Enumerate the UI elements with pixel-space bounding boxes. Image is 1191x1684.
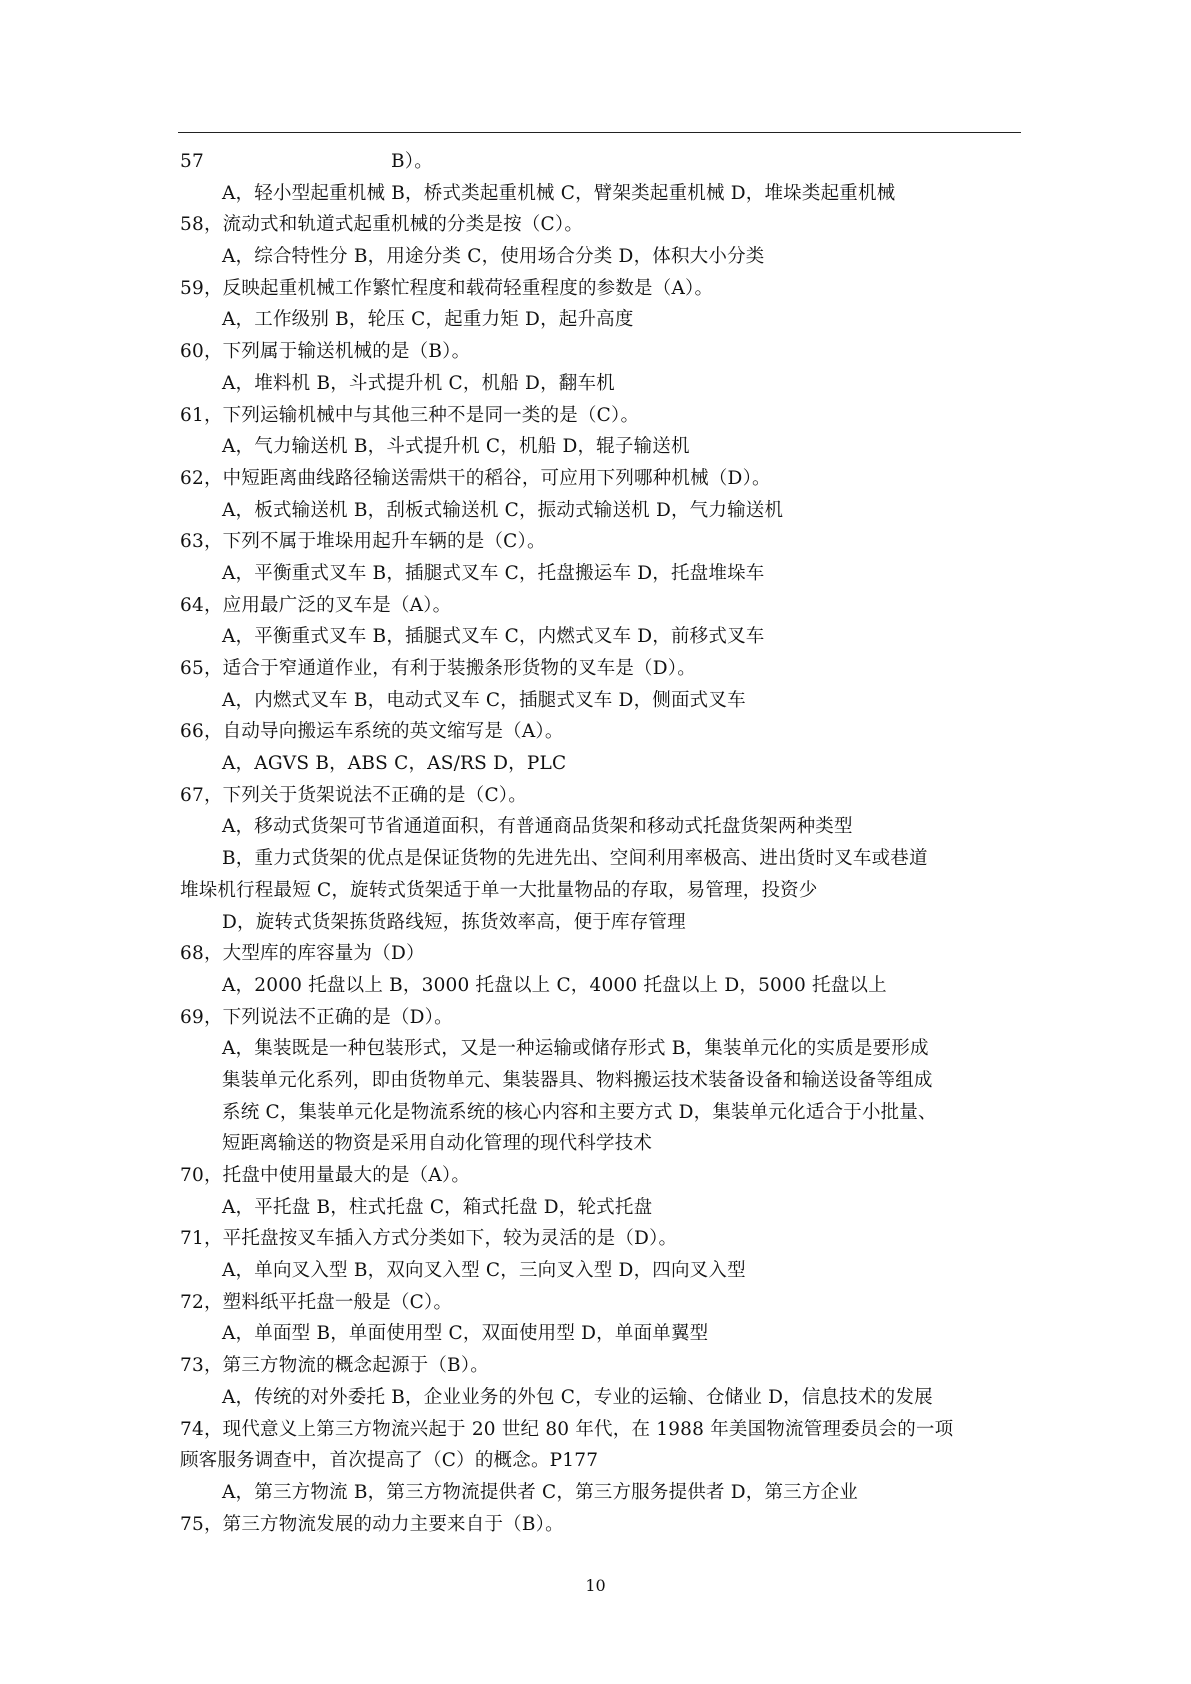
continuation-line: 堆垛机行程最短 C，旋转式货架适于单一大批量物品的存取，易管理，投资少: [180, 879, 818, 901]
question-line: 58，流动式和轨道式起重机械的分类是按（C）。: [180, 214, 584, 236]
options-line: D，旋转式货架拣货路线短，拣货效率高，便于库存管理: [222, 911, 686, 933]
options-line: B，重力式货架的优点是保证货物的先进先出、空间利用率极高、进出货时叉车或巷道: [222, 848, 928, 870]
options-line: A，工作级别 B，轮压 C，起重力矩 D，起升高度: [222, 309, 634, 331]
options-line: A，集装既是一种包装形式，又是一种运输或储存形式 B，集装单元化的实质是要形成: [222, 1038, 929, 1060]
options-line: A，平衡重式叉车 B，插腿式叉车 C，内燃式叉车 D，前移式叉车: [222, 626, 765, 648]
options-line: A，内燃式叉车 B，电动式叉车 C，插腿式叉车 D，侧面式叉车: [222, 689, 746, 711]
options-line: A，气力输送机 B，斗式提升机 C，机船 D，辊子输送机: [222, 436, 690, 458]
page-number: 10: [585, 1576, 606, 1595]
question-line: 61，下列运输机械中与其他三种不是同一类的是（C）。: [180, 404, 640, 426]
header-rule: [178, 132, 1021, 133]
continuation-line: 顾客服务调查中，首次提高了（C）的概念。P177: [180, 1450, 599, 1472]
options-line: A，传统的对外委托 B，企业业务的外包 C，专业的运输、仓储业 D，信息技术的发展: [222, 1386, 933, 1408]
question-line: [180, 146, 1025, 178]
question-number: 57: [180, 151, 204, 172]
question-line: 75，第三方物流发展的动力主要来自于（B）。: [180, 1513, 564, 1535]
options-line: A，轻小型起重机械 B，桥式类起重机械 C，臂架类起重机械 D，堆垛类起重机械: [222, 182, 896, 204]
options-line: A，AGVS B，ABS C，AS/RS D，PLC: [222, 753, 567, 775]
question-line: 74，现代意义上第三方物流兴起于 20 世纪 80 年代，在 1988 年美国物流管理委员会的一项: [180, 1418, 954, 1440]
options-line: 系统 C，集装单元化是物流系统的核心内容和主要方式 D，集装单元化适合于小批量、: [222, 1101, 937, 1123]
options-line: A，板式输送机 B，刮板式输送机 C，振动式输送机 D，气力输送机: [222, 499, 784, 521]
question-line: 62，中短距离曲线路径输送需烘干的稻谷，可应用下列哪种机械（D）。: [180, 467, 771, 489]
question-line: 73，第三方物流的概念起源于（B）。: [180, 1355, 489, 1377]
options-line: A，平衡重式叉车 B，插腿式叉车 C，托盘搬运车 D，托盘堆垛车: [222, 562, 765, 584]
question-line: 70，托盘中使用量最大的是（A）。: [180, 1165, 471, 1186]
question-line: 69，下列说法不正确的是（D）。: [180, 1006, 453, 1028]
question-line: 67，下列关于货架说法不正确的是（C）。: [180, 784, 527, 806]
options-line: A，单面型 B，单面使用型 C，双面使用型 D，单面单翼型: [222, 1323, 709, 1345]
options-line: 集装单元化系列，即由货物单元、集装器具、物料搬运技术装备设备和输送设备等组成: [222, 1069, 933, 1091]
question-line: 65，适合于窄通道作业，有利于装搬条形货物的叉车是（D）。: [180, 658, 696, 679]
options-line: A，2000 托盘以上 B，3000 托盘以上 C，4000 托盘以上 D，5000 托盘以上: [222, 974, 887, 996]
question-list: [180, 146, 1025, 1540]
options-line: A，移动式货架可节省通道面积，有普通商品货架和移动式托盘货架两种类型: [222, 816, 853, 838]
options-line: 短距离输送的物资是采用自动化管理的现代科学技术: [222, 1133, 653, 1155]
question-line: 66，自动导向搬运车系统的英文缩写是（A）。: [180, 721, 564, 743]
options-line: A，综合特性分 B，用途分类 C，使用场合分类 D，体积大小分类: [222, 246, 765, 268]
question-line: 63，下列不属于堆垛用起升车辆的是（C）。: [180, 531, 546, 553]
question-line: 60，下列属于输送机械的是（B）。: [180, 341, 471, 363]
options-line: A，平托盘 B，柱式托盘 C，箱式托盘 D，轮式托盘: [222, 1196, 653, 1218]
question-line: 72，塑料纸平托盘一般是（C）。: [180, 1291, 453, 1313]
options-line: A，单向叉入型 B，双向叉入型 C，三向叉入型 D，四向叉入型: [222, 1260, 746, 1282]
options-line: A，堆料机 B，斗式提升机 C，机船 D，翻车机: [222, 372, 615, 394]
question-answer-fragment: B）。: [391, 151, 433, 172]
question-line: 64，应用最广泛的叉车是（A）。: [180, 594, 452, 616]
question-line: 59，反映起重机械工作繁忙程度和载荷轻重程度的参数是（A）。: [180, 277, 714, 299]
question-line: 68，大型库的库容量为（D）: [180, 943, 425, 965]
question-line: 71，平托盘按叉车插入方式分类如下，较为灵活的是（D）。: [180, 1228, 678, 1250]
options-line: A，第三方物流 B，第三方物流提供者 C，第三方服务提供者 D，第三方企业: [222, 1481, 858, 1503]
